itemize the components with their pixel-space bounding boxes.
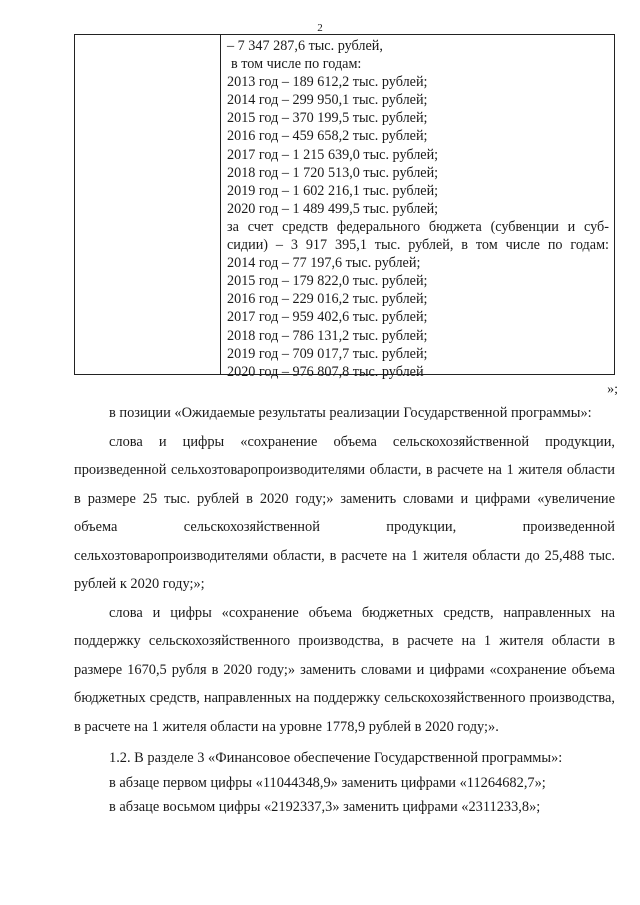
table-line: 2014 год – 299 950,1 тыс. рублей; [227,92,428,109]
table-line: 2015 год – 370 199,5 тыс. рублей; [227,110,428,127]
table-line: 2020 год – 976 807,8 тыс. рублей [227,363,424,380]
table-line: за счет средств федерального бюджета (субвенции и суб- [227,218,609,235]
table-line: 2019 год – 709 017,7 тыс. рублей; [227,345,428,362]
table-line: 2013 год – 189 612,2 тыс. рублей; [227,74,428,91]
paragraph: в позиции «Ожидаемые результаты реализации Государственной программы»: [109,405,592,421]
paragraph: 1.2. В разделе 3 «Финансовое обеспечение Государственной программы»: [109,750,563,766]
table-column-divider [220,35,221,374]
table-line: 2018 год – 786 131,2 тыс. рублей; [227,327,428,344]
table-line: в том числе по годам: [231,56,362,73]
table-line: 2017 год – 959 402,6 тыс. рублей; [227,309,428,326]
funding-table [74,34,615,380]
table-line: 2016 год – 229 016,2 тыс. рублей; [227,291,428,308]
table-line: – 7 347 287,6 тыс. рублей, [227,38,383,54]
table-line: 2017 год – 1 215 639,0 тыс. рублей; [227,146,439,163]
paragraph: в абзаце первом цифры «11044348,9» заменить цифрами «11264682,7»; [109,774,546,791]
closing-quote: »; [607,382,618,397]
document-body [74,399,615,820]
paragraph: слова и цифры «сохранение объема сельскохозяйственной продукции, произведенной сельхозтоваропроизводителями области, в расчете на 1 жителя области в размере 25 тыс. рублей в 2020 году;» заменить словами и цифрами «увеличение объема сельскохозяйственной продукции, произведенной сельхозтоваропроизводителями области, в расчете на 1 жителя области до 25,488 тыс. рублей к 2020 году;»; [74,433,615,592]
table-line: 2016 год – 459 658,2 тыс. рублей; [227,128,428,145]
table-line: 2014 год – 77 197,6 тыс. рублей; [227,255,421,272]
table-right-cell [227,37,609,381]
table-line: 2019 год – 1 602 216,1 тыс. рублей; [227,182,439,199]
paragraph: слова и цифры «сохранение объема бюджетных средств, направленных на поддержку сельскохозяйственного производства, в расчете на 1 жителя области в размере 1670,5 рубля в 2020 году;» заменить словами и цифрами «сохранение объема бюджетных средств, направленных на поддержку сельскохозяйственного производства, в расчете на 1 жителя области на уровне 1778,9 рублей в 2020 году;». [74,604,615,735]
table-line: сидии) – 3 917 395,1 тыс. рублей, в том числе по годам: [227,237,609,254]
table-line: 2015 год – 179 822,0 тыс. рублей; [227,273,428,290]
table-line: 2018 год – 1 720 513,0 тыс. рублей; [227,164,439,181]
table-line: 2020 год – 1 489 499,5 тыс. рублей; [227,200,439,217]
page-number: 2 [317,22,323,34]
paragraph: в абзаце восьмом цифры «2192337,3» заменить цифрами «2311233,8»; [109,799,541,816]
